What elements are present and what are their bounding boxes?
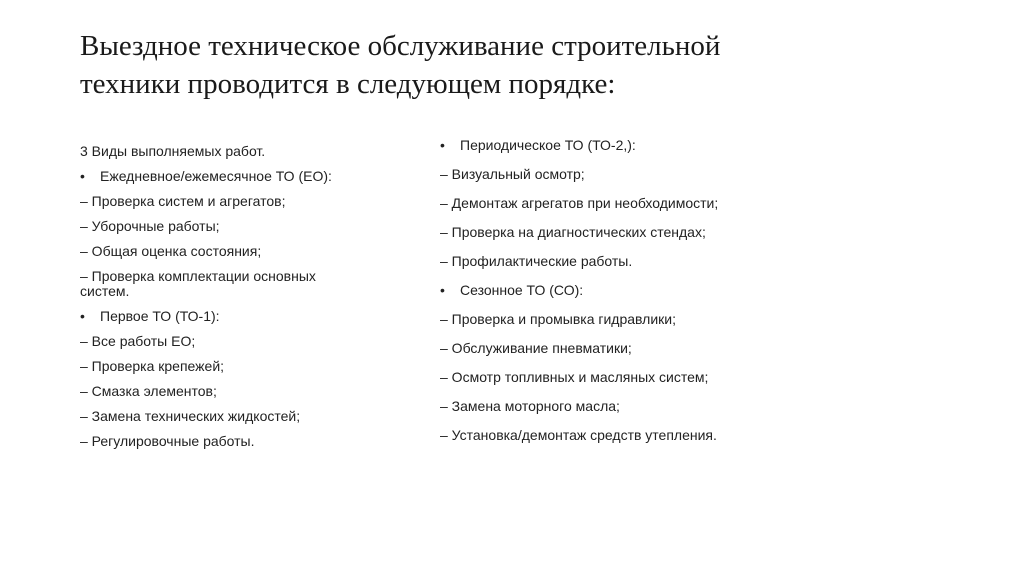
list-item: [440, 341, 730, 356]
list-item: [80, 334, 350, 349]
item-text: – Замена моторного масла;: [440, 398, 620, 414]
item-text: – Проверка и промывка гидравлики;: [440, 311, 676, 327]
list-item: [440, 370, 730, 385]
list-item: [80, 409, 350, 424]
bullet-heading: [440, 138, 730, 153]
slide-title: [80, 27, 780, 103]
bullet-icon: •: [80, 308, 85, 324]
item-text: – Уборочные работы;: [80, 218, 220, 234]
item-text: Первое ТО (ТО-1):: [100, 308, 220, 324]
item-text: Периодическое ТО (ТО-2,):: [460, 137, 636, 153]
item-text: – Проверка комплектации основных систем.: [80, 268, 316, 299]
item-text: – Замена технических жидкостей;: [80, 408, 301, 424]
item-text: – Регулировочные работы.: [80, 433, 255, 449]
bullet-icon: •: [80, 168, 85, 184]
slide-title-line: техники проводится в следующем порядке:: [80, 68, 616, 100]
item-text: – Визуальный осмотр;: [440, 166, 585, 182]
bullet-heading: [80, 309, 350, 324]
list-item: [440, 196, 730, 211]
left-column: [80, 144, 350, 459]
item-text: – Осмотр топливных и масляных систем;: [440, 369, 709, 385]
item-text: – Общая оценка состояния;: [80, 243, 262, 259]
list-item: [440, 399, 730, 414]
list-item: [80, 269, 350, 299]
item-text: – Установка/демонтаж средств утепления.: [440, 427, 717, 443]
bullet-heading: [440, 283, 730, 298]
item-text: – Обслуживание пневматики;: [440, 340, 632, 356]
item-text: – Проверка систем и агрегатов;: [80, 193, 286, 209]
item-text: 3 Виды выполняемых работ.: [80, 143, 266, 159]
item-text: – Проверка на диагностических стендах;: [440, 224, 706, 240]
slide-title-line: Выездное техническое обслуживание строительной: [80, 30, 721, 62]
list-item: [80, 359, 350, 374]
list-item: [80, 434, 350, 449]
item-text: – Проверка крепежей;: [80, 358, 225, 374]
item-text: – Демонтаж агрегатов при необходимости;: [440, 195, 719, 211]
list-item: [80, 384, 350, 399]
list-item: [440, 254, 730, 269]
list-item: [80, 144, 350, 159]
list-item: [80, 244, 350, 259]
list-item: [440, 312, 730, 327]
item-text: Сезонное ТО (СО):: [460, 282, 584, 298]
list-item: [80, 194, 350, 209]
bullet-icon: •: [440, 137, 445, 153]
bullet-icon: •: [440, 282, 445, 298]
bullet-heading: [80, 169, 350, 184]
item-text: – Смазка элементов;: [80, 383, 217, 399]
right-column: [440, 138, 730, 457]
list-item: [80, 219, 350, 234]
list-item: [440, 428, 730, 443]
item-text: – Профилактические работы.: [440, 253, 633, 269]
item-text: – Все работы ЕО;: [80, 333, 196, 349]
list-item: [440, 167, 730, 182]
item-text: Ежедневное/ежемесячное ТО (ЕО):: [100, 168, 332, 184]
list-item: [440, 225, 730, 240]
